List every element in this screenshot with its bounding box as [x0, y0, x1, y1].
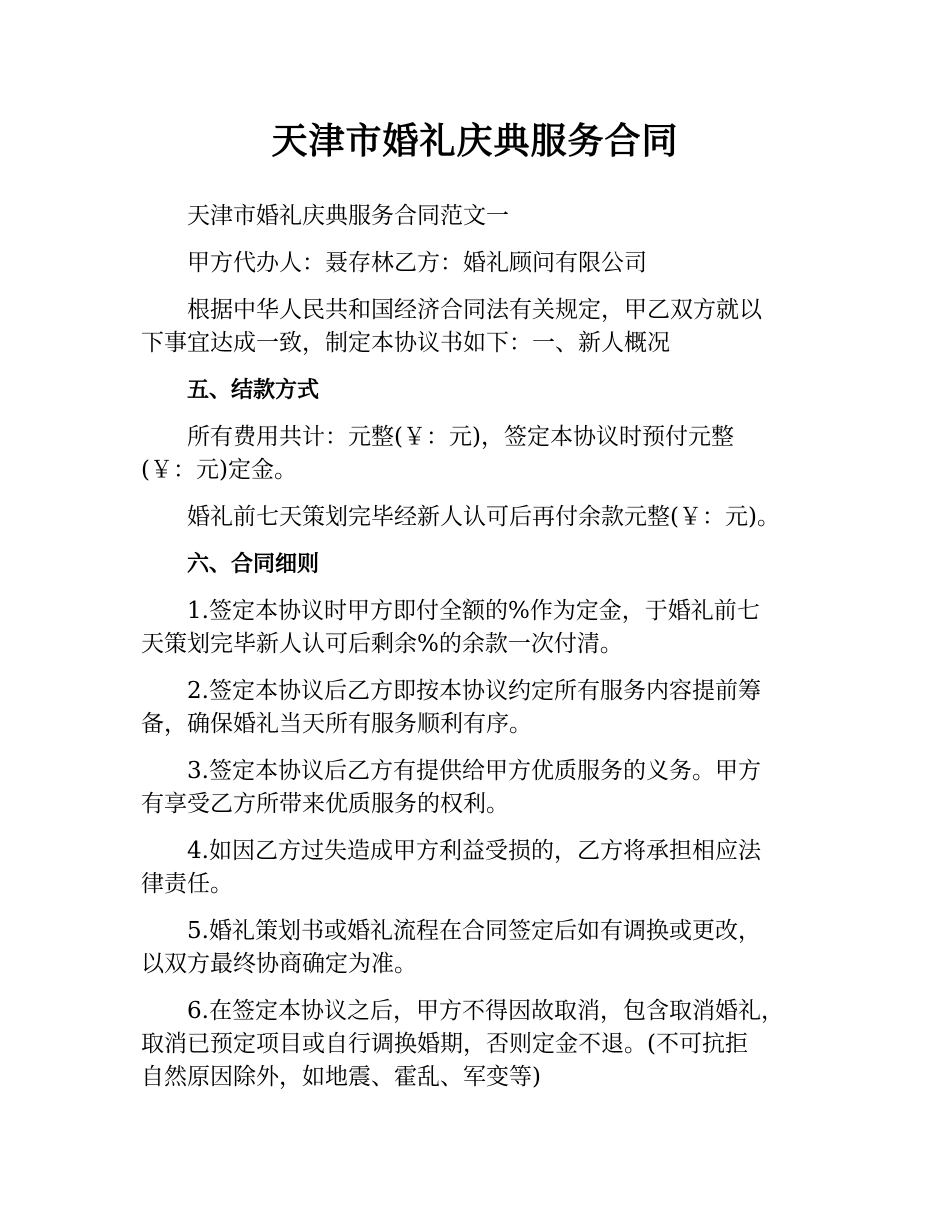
paragraph-line: 婚礼前七天策划完毕经新人认可后再付余款元整(￥：元)。 [187, 504, 780, 530]
paragraph [141, 755, 821, 821]
paragraph-line: 2.签定本协议后乙方即按本协议约定所有服务内容提前筹 [187, 678, 761, 704]
paragraph-line: 3.签定本协议后乙方有提供给甲方优质服务的义务。甲方 [187, 758, 761, 784]
paragraph [141, 915, 821, 981]
paragraph [141, 595, 821, 661]
paragraph-line: 律责任。 [141, 871, 233, 897]
paragraph-line: 以双方最终协商确定为准。 [141, 951, 417, 977]
paragraph [141, 200, 821, 233]
paragraph-line: 天津市婚礼庆典服务合同范文一 [187, 203, 509, 229]
paragraph-line: 五、结款方式 [187, 378, 320, 403]
paragraph [141, 675, 821, 741]
paragraph [141, 294, 821, 360]
paragraph-line: 备，确保婚礼当天所有服务顺利有序。 [141, 711, 532, 737]
paragraph [141, 421, 821, 487]
paragraph-line: 自然原因除外，如地震、霍乱、军变等) [141, 1064, 541, 1090]
paragraph-line: 所有费用共计：元整(￥：元)，签定本协议时预付元整 [187, 424, 734, 450]
paragraph-line: 根据中华人民共和国经济合同法有关规定，甲乙双方就以 [187, 297, 762, 323]
paragraph-line: 1.签定本协议时甲方即付全额的%作为定金，于婚礼前七 [187, 598, 760, 624]
paragraph-line: (￥：元)定金。 [141, 457, 297, 483]
paragraph-line: 有享受乙方所带来优质服务的权利。 [141, 791, 509, 817]
document-title: 天津市婚礼庆典服务合同 [271, 121, 679, 162]
paragraph-line: 六、合同细则 [187, 552, 320, 577]
section-heading [141, 548, 821, 581]
paragraph [141, 835, 821, 901]
paragraph [141, 247, 821, 280]
paragraph-line: 下事宜达成一致，制定本协议书如下：一、新人概况 [141, 330, 670, 356]
paragraph-line: 取消已预定项目或自行调换婚期，否则定金不退。(不可抗拒 [141, 1031, 748, 1057]
document-body [141, 200, 821, 1108]
paragraph-line: 6.在签定本协议之后，甲方不得因故取消，包含取消婚礼， [187, 998, 784, 1024]
paragraph-line: 4.如因乙方过失造成甲方利益受损的，乙方将承担相应法 [187, 838, 761, 864]
section-heading [141, 374, 821, 407]
paragraph-line: 5.婚礼策划书或婚礼流程在合同签定后如有调换或更改， [187, 918, 761, 944]
paragraph-line: 天策划完毕新人认可后剩余%的余款一次付清。 [141, 631, 623, 657]
paragraph-line: 甲方代办人：聂存林乙方：婚礼顾问有限公司 [187, 250, 647, 276]
paragraph [141, 995, 821, 1094]
paragraph [141, 501, 821, 534]
